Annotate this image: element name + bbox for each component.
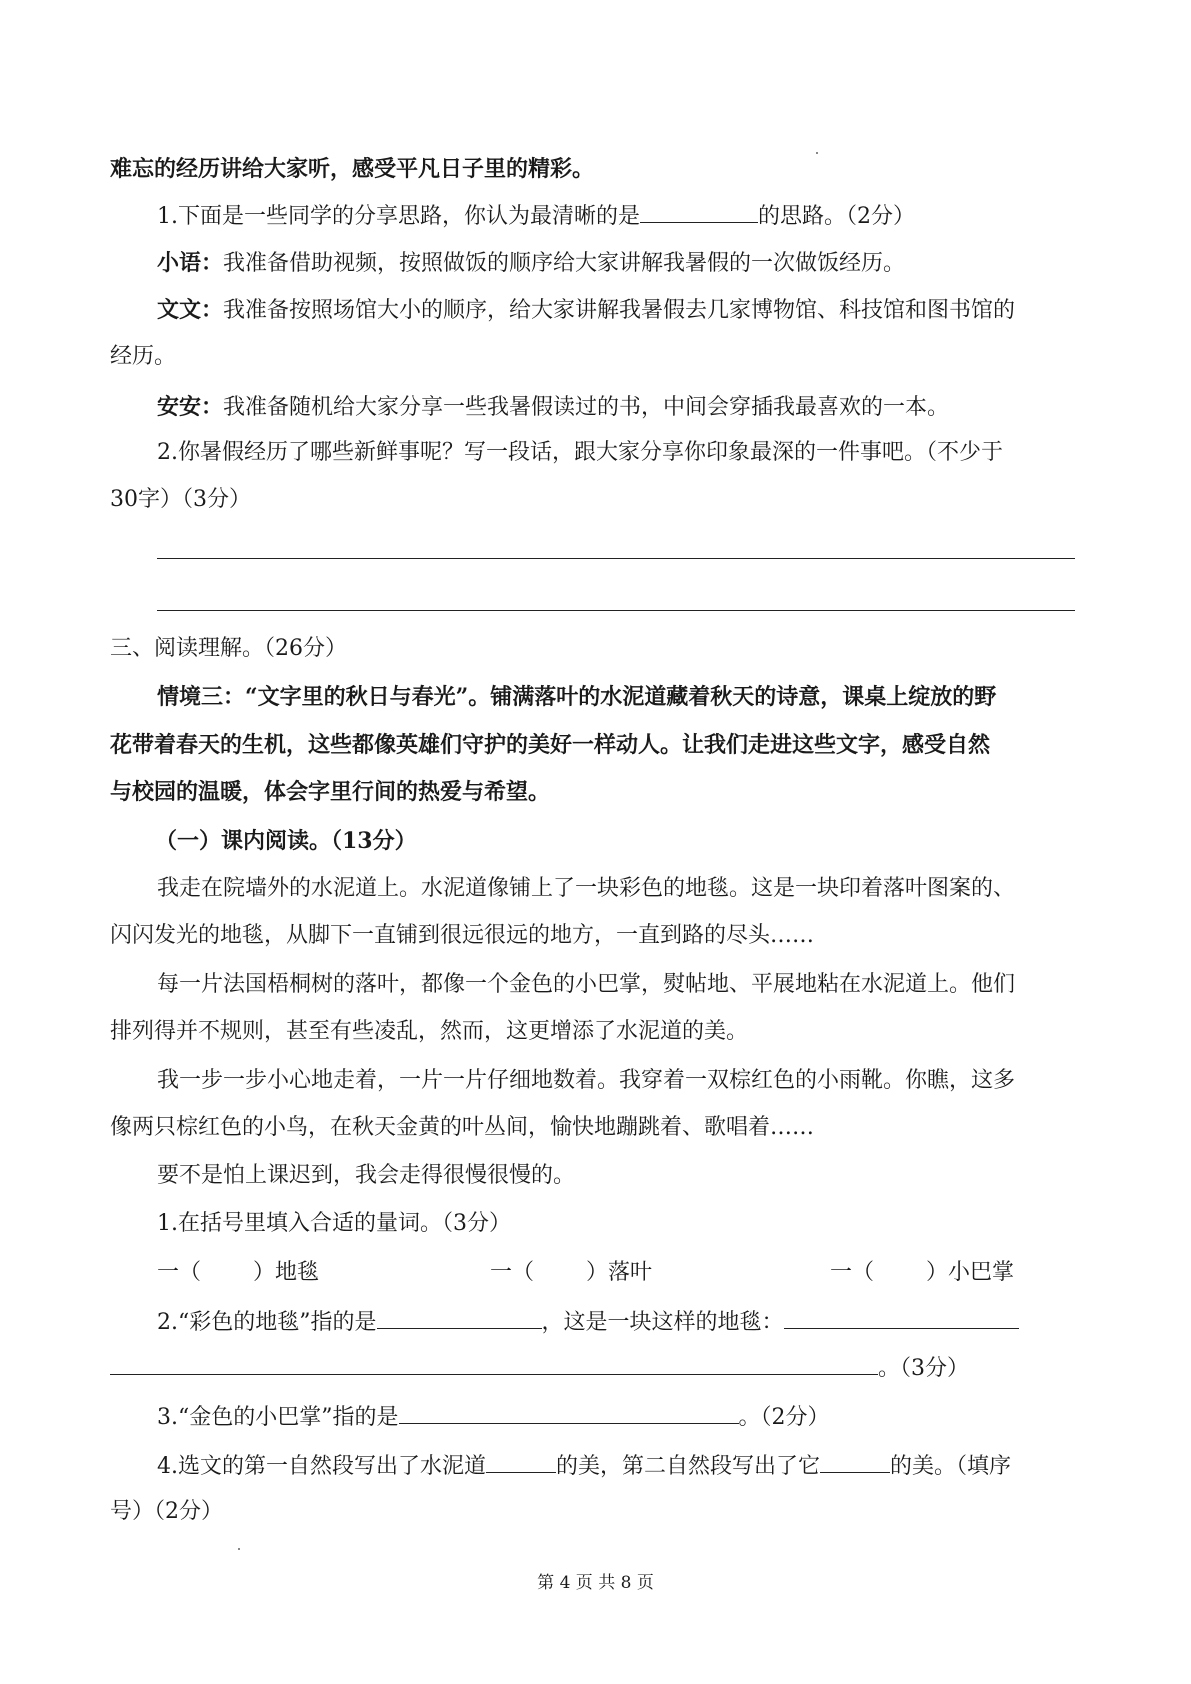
student-name: 安安： <box>157 394 224 420</box>
reading-question-1: 1.在括号里填入合适的量词。（3分） <box>157 1211 511 1236</box>
paren-open: 一（ <box>157 1260 202 1285</box>
answer-blank[interactable] <box>486 1450 556 1473</box>
context-line-3: 与校园的温暖，体会字里行间的热爱与希望。 <box>110 779 551 805</box>
measure-word-item <box>490 1258 652 1288</box>
passage-line: 像两只棕红色的小鸟，在秋天金黄的叶丛间，愉快地蹦跳着、歌唱着…… <box>110 1115 815 1140</box>
question-text: 的美。（填序 <box>890 1454 1012 1479</box>
student-text: 我准备随机给大家分享一些我暑假读过的书，中间会穿插我最喜欢的一本。 <box>223 395 950 420</box>
student-text: 我准备按照场馆大小的顺序，给大家讲解我暑假去几家博物馆、科技馆和图书馆的 <box>223 298 1016 323</box>
writing-line[interactable] <box>157 558 1075 559</box>
scan-speck <box>238 1548 240 1550</box>
reading-question-2 <box>157 1306 1019 1338</box>
measure-word-item <box>157 1258 319 1288</box>
section-3-heading: 三、阅读理解。（26分） <box>110 636 347 661</box>
question-text: 3.“金色的小巴掌”指的是 <box>157 1405 399 1430</box>
reading-question-3 <box>157 1401 830 1433</box>
question-text: 4.选文的第一自然段写出了水泥道 <box>157 1454 486 1479</box>
question-1-text: 1.下面是一些同学的分享思路，你认为最清晰的是 <box>157 204 640 229</box>
question-score: 。（2分） <box>738 1405 830 1430</box>
measure-word-item <box>830 1258 1014 1288</box>
intro-tail: 难忘的经历讲给大家听，感受平凡日子里的精彩。 <box>110 156 595 182</box>
reading-question-2-cont <box>110 1352 969 1384</box>
student-wenwen <box>157 295 1015 326</box>
measure-word-target: ）小巴掌 <box>926 1260 1015 1285</box>
context-line-1: 情境三：“文字里的秋日与春光”。铺满落叶的水泥道藏着秋天的诗意，课桌上绽放的野 <box>157 684 997 710</box>
answer-blank[interactable] <box>640 200 758 223</box>
reading-question-4 <box>157 1450 1011 1482</box>
page-footer: 第 4 页 共 8 页 <box>537 1573 654 1593</box>
paren-open: 一（ <box>830 1260 875 1285</box>
question-text: 2.“彩色的地毯”指的是 <box>157 1310 377 1335</box>
answer-blank[interactable] <box>110 1352 878 1375</box>
student-anan <box>157 392 949 423</box>
answer-blank[interactable] <box>820 1450 890 1473</box>
writing-line[interactable] <box>157 610 1075 611</box>
passage-line: 要不是怕上课迟到，我会走得很慢很慢的。 <box>157 1163 576 1188</box>
student-wenwen-cont: 经历。 <box>110 344 177 369</box>
question-1 <box>157 200 915 232</box>
student-xiaoyu <box>157 248 905 279</box>
question-text: ，这是一块这样的地毯： <box>541 1310 784 1335</box>
answer-blank[interactable] <box>399 1401 739 1424</box>
question-score: 。（3分） <box>878 1356 969 1381</box>
context-line-2: 花带着春天的生机，这些都像英雄们守护的美好一样动人。让我们走进这些文字，感受自然 <box>110 732 991 758</box>
scan-speck <box>816 152 818 154</box>
student-name: 文文： <box>157 297 224 323</box>
question-2-line2: 30字）（3分） <box>110 487 251 512</box>
passage-line: 我一步一步小心地走着，一片一片仔细地数着。我穿着一双棕红色的小雨靴。你瞧，这多 <box>157 1068 1016 1093</box>
passage-line: 闪闪发光的地毯，从脚下一直铺到很远很远的地方，一直到路的尽头…… <box>110 923 815 948</box>
measure-word-target: ）地毯 <box>253 1260 320 1285</box>
passage-line: 排列得并不规则，甚至有些凌乱，然而，这更增添了水泥道的美。 <box>110 1019 749 1044</box>
passage-line: 每一片法国梧桐树的落叶，都像一个金色的小巴掌，熨帖地、平展地粘在水泥道上。他们 <box>157 972 1016 997</box>
passage-line: 我走在院墙外的水泥道上。水泥道像铺上了一块彩色的地毯。这是一块印着落叶图案的、 <box>157 876 1016 901</box>
paren-open: 一（ <box>490 1260 535 1285</box>
answer-blank[interactable] <box>377 1306 542 1329</box>
measure-word-target: ）落叶 <box>586 1260 653 1285</box>
question-2-line1: 2.你暑假经历了哪些新鲜事呢？写一段话，跟大家分享你印象最深的一件事吧。（不少于 <box>157 440 1003 465</box>
question-1-score: 的思路。（2分） <box>758 204 915 229</box>
question-text: 的美，第二自然段写出了它 <box>556 1454 821 1479</box>
student-name: 小语： <box>157 250 224 276</box>
sub-heading: （一）课内阅读。（13分） <box>155 828 417 854</box>
student-text: 我准备借助视频，按照做饭的顺序给大家讲解我暑假的一次做饭经历。 <box>223 251 906 276</box>
reading-question-4-cont: 号）（2分） <box>110 1499 223 1524</box>
answer-blank[interactable] <box>784 1306 1019 1329</box>
